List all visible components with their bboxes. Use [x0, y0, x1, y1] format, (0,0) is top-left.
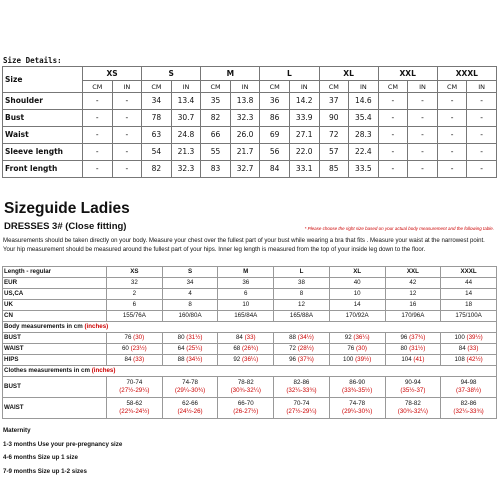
inch-value: (33): [133, 356, 145, 363]
table-cell: 6: [218, 289, 274, 300]
section-title: Clothes measurements in cm: [4, 367, 92, 374]
table-row: [3, 161, 497, 178]
table-cell: 170/96A: [385, 311, 441, 322]
cm-value: 66-70: [237, 400, 254, 407]
table-cell: 10: [218, 300, 274, 311]
table-cell: [162, 344, 218, 355]
cm-value: 92: [344, 334, 352, 341]
inch-value: (29¼-30¾): [174, 387, 206, 394]
table-cell: [274, 344, 330, 355]
table-cell: 83: [201, 161, 231, 178]
table-cell: -: [83, 161, 113, 178]
cm-value: 96: [289, 356, 296, 363]
inch-value: (24½-26): [177, 408, 203, 415]
table-cell: -: [408, 93, 438, 110]
table-row: [3, 278, 497, 289]
inch-value: (32¼-33¾): [453, 408, 484, 415]
table-cell: 33.1: [289, 161, 319, 178]
table-cell: [162, 355, 218, 366]
table-row: [3, 93, 497, 110]
cm-value: 92: [233, 356, 241, 363]
table-cell: [441, 333, 497, 344]
table-cell: 12: [385, 289, 441, 300]
inch-value: (30¾-32¼): [230, 387, 261, 394]
table-cell: -: [83, 144, 113, 161]
table-cell: 57: [319, 144, 349, 161]
table-cell: [385, 398, 441, 419]
inch-value: (35½-37): [400, 387, 426, 394]
table-cell: 170/92A: [329, 311, 385, 322]
table-cell: 10: [329, 289, 385, 300]
cm-value: 100: [343, 356, 354, 363]
table-cell: 36: [218, 278, 274, 289]
size-header: L: [274, 267, 330, 278]
cm-value: 60: [121, 345, 129, 352]
table-row: [3, 398, 497, 419]
inch-value: (27½-29¼): [119, 387, 150, 394]
table-cell: 26.0: [230, 127, 260, 144]
table-cell: -: [467, 161, 497, 178]
row-label: CN: [3, 311, 107, 322]
table-cell: -: [112, 110, 142, 127]
inch-value: (37-38½): [456, 387, 482, 394]
cm-value: 78-82: [404, 400, 421, 407]
cm-value: 84: [124, 356, 132, 363]
cm-value: 94-98: [460, 379, 477, 386]
cm-value: 100: [454, 334, 465, 341]
table-cell: 86: [260, 110, 290, 127]
table-cell: [107, 355, 163, 366]
row-label: Shoulder: [3, 93, 83, 110]
maternity-line: 7-9 months Size up 1-2 sizes: [3, 467, 87, 475]
cm-value: 58-62: [126, 400, 143, 407]
cm-value: 62-66: [182, 400, 198, 407]
table-cell: 82: [142, 161, 172, 178]
size-l: L: [260, 67, 319, 81]
inch-value: (30): [355, 345, 367, 352]
table-cell: [107, 344, 163, 355]
inch-value: (30¾-32¼): [397, 408, 428, 415]
row-label: HIPS: [3, 355, 107, 366]
table-cell: 4: [162, 289, 218, 300]
table-cell: 21.7: [230, 144, 260, 161]
table-cell: -: [437, 144, 467, 161]
row-label: Sleeve length: [3, 144, 83, 161]
row-label: BUST: [3, 333, 107, 344]
table-cell: -: [467, 110, 497, 127]
inch-value: (23½): [130, 345, 147, 352]
maternity-line: 1-3 months Use your pre-pregnancy size: [3, 440, 123, 448]
table-cell: 18: [441, 300, 497, 311]
table-cell: [441, 355, 497, 366]
body-measurements-header-label: [3, 322, 497, 333]
table-cell: -: [378, 127, 408, 144]
table-cell: 14.6: [349, 93, 379, 110]
table-cell: [441, 377, 497, 398]
table-cell: [329, 377, 385, 398]
sizeguide-header-row: [3, 267, 497, 278]
section-unit: (inches): [91, 367, 116, 374]
inch-value: (34½): [297, 334, 314, 341]
table-cell: [329, 355, 385, 366]
table-cell: 21.3: [171, 144, 201, 161]
size-xxxl: XXXL: [437, 67, 496, 81]
measurement-description: Measurements should be taken directly on your body. Measure your chest over the fullest part of your bust while wearing a bra that fits . Measure your waist at the narrowest point. Your hip measurement should be measured around the fullest part of your hips. Inner leg length is measured from the top of your inside leg down to the floor.: [3, 237, 485, 253]
table-cell: -: [408, 127, 438, 144]
inch-value: (26¾): [241, 345, 259, 352]
table-cell: 78: [142, 110, 172, 127]
clothes-measurements-header-label: [3, 366, 497, 377]
cm-value: 82-86: [293, 379, 310, 386]
unit-cell: IN: [112, 81, 142, 93]
table-cell: -: [437, 110, 467, 127]
table-cell: 56: [260, 144, 290, 161]
table-cell: 16: [385, 300, 441, 311]
row-label: BUST: [3, 377, 107, 398]
inch-value: (33): [467, 345, 479, 352]
inch-value: (27½-29¼): [286, 408, 317, 415]
size-details-label: Size Details:: [3, 56, 62, 65]
table-cell: 32.3: [171, 161, 201, 178]
unit-cell: CM: [142, 81, 172, 93]
cm-value: 72: [289, 345, 296, 352]
table-cell: [218, 377, 274, 398]
table-cell: 2: [107, 289, 163, 300]
inch-value: (33¾-35½): [342, 387, 373, 394]
size-header: S: [162, 267, 218, 278]
table-cell: [441, 398, 497, 419]
clothes-measurements-header: [3, 366, 497, 377]
size-xxl: XXL: [378, 67, 437, 81]
size-header-row: [3, 67, 497, 81]
size-m: M: [201, 67, 260, 81]
inch-value: (30): [133, 334, 145, 341]
table-cell: [329, 333, 385, 344]
table-cell: 55: [201, 144, 231, 161]
table-cell: 85: [319, 161, 349, 178]
table-cell: 165/88A: [274, 311, 330, 322]
inch-value: (39½): [466, 334, 483, 341]
inch-value: (37¾): [409, 334, 426, 341]
inch-value: (42½): [466, 356, 483, 363]
cm-value: 88: [289, 334, 296, 341]
table-cell: -: [408, 110, 438, 127]
unit-cell: CM: [260, 81, 290, 93]
table-cell: 35.4: [349, 110, 379, 127]
table-row: [3, 355, 497, 366]
table-cell: [218, 344, 274, 355]
table-cell: 66: [201, 127, 231, 144]
unit-cell: CM: [319, 81, 349, 93]
table-row: [3, 127, 497, 144]
cm-value: 74-78: [182, 379, 198, 386]
cm-value: 104: [401, 356, 412, 363]
inch-value: (33): [244, 334, 256, 341]
size-note: * Please choose the right size based on your actual body measurement and the following table.: [304, 226, 494, 231]
cm-value: 80: [400, 345, 408, 352]
table-cell: 13.4: [171, 93, 201, 110]
table-cell: 82: [201, 110, 231, 127]
row-label: Front length: [3, 161, 83, 178]
table-cell: 160/80A: [162, 311, 218, 322]
inch-value: (39½): [355, 356, 372, 363]
table-cell: -: [378, 144, 408, 161]
cm-value: 70-74: [126, 379, 143, 386]
table-cell: [218, 355, 274, 366]
table-cell: [218, 398, 274, 419]
size-corner: Size: [3, 67, 83, 93]
table-row: [3, 300, 497, 311]
table-cell: [107, 333, 163, 344]
unit-cell: IN: [467, 81, 497, 93]
table-row: [3, 311, 497, 322]
cm-value: 76: [347, 345, 355, 352]
table-cell: 44: [441, 278, 497, 289]
cm-value: 84: [235, 334, 243, 341]
table-cell: -: [83, 110, 113, 127]
unit-cell: CM: [201, 81, 231, 93]
table-cell: 13.8: [230, 93, 260, 110]
header-label: Length - regular: [3, 267, 107, 278]
table-cell: [162, 333, 218, 344]
table-cell: 34: [162, 278, 218, 289]
table-cell: [385, 333, 441, 344]
sizeguide-table: [2, 266, 497, 419]
table-cell: -: [112, 144, 142, 161]
table-cell: 42: [385, 278, 441, 289]
size-header: M: [218, 267, 274, 278]
table-row: [3, 110, 497, 127]
size-header: XXXL: [441, 267, 497, 278]
cm-value: 74-78: [349, 400, 366, 407]
inch-value: (29¼-30¾): [342, 408, 373, 415]
table-cell: 32: [107, 278, 163, 289]
table-cell: -: [112, 93, 142, 110]
table-cell: 8: [274, 289, 330, 300]
row-label: EUR: [3, 278, 107, 289]
size-header: XL: [329, 267, 385, 278]
table-cell: -: [378, 161, 408, 178]
table-cell: 34: [142, 93, 172, 110]
table-cell: 32.3: [230, 110, 260, 127]
table-cell: -: [112, 127, 142, 144]
table-cell: 24.8: [171, 127, 201, 144]
table-cell: 38: [274, 278, 330, 289]
row-label: UK: [3, 300, 107, 311]
table-cell: 40: [329, 278, 385, 289]
table-cell: -: [467, 144, 497, 161]
table-cell: [385, 344, 441, 355]
size-header: XS: [107, 267, 163, 278]
table-cell: 12: [274, 300, 330, 311]
table-cell: 27.1: [289, 127, 319, 144]
table-cell: 155/76A: [107, 311, 163, 322]
table-cell: -: [378, 93, 408, 110]
table-cell: -: [378, 110, 408, 127]
table-cell: -: [467, 127, 497, 144]
unit-cell: IN: [408, 81, 438, 93]
table-cell: [218, 333, 274, 344]
size-header: XXL: [385, 267, 441, 278]
table-cell: 35: [201, 93, 231, 110]
table-cell: 37: [319, 93, 349, 110]
row-label: US,CA: [3, 289, 107, 300]
cm-value: 76: [124, 334, 132, 341]
table-row: [3, 344, 497, 355]
table-cell: [385, 377, 441, 398]
row-label: Bust: [3, 110, 83, 127]
inch-value: (28½): [297, 345, 314, 352]
cm-value: 108: [454, 356, 465, 363]
cm-value: 82-86: [460, 400, 477, 407]
table-cell: 175/100A: [441, 311, 497, 322]
row-label: WAIST: [3, 398, 107, 419]
table-cell: -: [437, 93, 467, 110]
maternity-line: 4-6 months Size up 1 size: [3, 454, 78, 461]
cm-value: 78-82: [237, 379, 254, 386]
cm-value: 80: [177, 334, 185, 341]
table-cell: [274, 398, 330, 419]
section-unit: (inches): [84, 323, 109, 330]
unit-cell: CM: [378, 81, 408, 93]
size-xl: XL: [319, 67, 378, 81]
table-row: [3, 289, 497, 300]
table-cell: [274, 355, 330, 366]
table-cell: 33.9: [289, 110, 319, 127]
table-cell: [274, 377, 330, 398]
cm-value: 70-74: [293, 400, 310, 407]
inch-value: (31½): [186, 334, 203, 341]
table-cell: [107, 398, 163, 419]
inch-value: (36¼): [353, 334, 370, 341]
size-xs: XS: [83, 67, 142, 81]
table-cell: [274, 333, 330, 344]
table-cell: 36: [260, 93, 290, 110]
unit-cell: IN: [171, 81, 201, 93]
table-cell: 28.3: [349, 127, 379, 144]
cm-value: 86-90: [349, 379, 366, 386]
table-cell: [162, 377, 218, 398]
unit-cell: IN: [230, 81, 260, 93]
table-cell: -: [467, 93, 497, 110]
table-cell: 63: [142, 127, 172, 144]
table-cell: -: [437, 161, 467, 178]
size-details-table: [2, 66, 497, 178]
table-cell: 54: [142, 144, 172, 161]
row-label: WAIST: [3, 344, 107, 355]
table-cell: [441, 344, 497, 355]
table-cell: 22.0: [289, 144, 319, 161]
inch-value: (37¾): [297, 356, 314, 363]
cm-value: 90-94: [404, 379, 421, 386]
table-cell: -: [83, 127, 113, 144]
table-cell: 30.7: [171, 110, 201, 127]
unit-cell: IN: [349, 81, 379, 93]
unit-cell: IN: [289, 81, 319, 93]
table-cell: [329, 344, 385, 355]
size-s: S: [142, 67, 201, 81]
table-cell: 165/84A: [218, 311, 274, 322]
table-cell: [329, 398, 385, 419]
table-cell: 22.4: [349, 144, 379, 161]
inch-value: (32¼-33¾): [286, 387, 317, 394]
table-cell: 84: [260, 161, 290, 178]
table-cell: -: [83, 93, 113, 110]
table-cell: -: [112, 161, 142, 178]
body-measurements-header: [3, 322, 497, 333]
inch-value: (31½): [409, 345, 426, 352]
table-cell: -: [408, 161, 438, 178]
page-title: Sizeguide Ladies: [4, 200, 130, 217]
section-title: Body measurements in cm: [4, 323, 85, 330]
cm-value: 96: [400, 334, 408, 341]
cm-value: 88: [177, 356, 185, 363]
table-cell: [107, 377, 163, 398]
row-label: Waist: [3, 127, 83, 144]
inch-value: (26-27½): [233, 408, 259, 415]
table-row: [3, 144, 497, 161]
table-cell: 72: [319, 127, 349, 144]
unit-cell: CM: [83, 81, 113, 93]
unit-cell: CM: [437, 81, 467, 93]
inch-value: (41): [413, 356, 425, 363]
cm-value: 64: [177, 345, 185, 352]
cm-value: 68: [233, 345, 241, 352]
table-cell: 69: [260, 127, 290, 144]
table-cell: -: [437, 127, 467, 144]
table-cell: 8: [162, 300, 218, 311]
inch-value: (22¾-24½): [119, 408, 150, 415]
table-row: [3, 377, 497, 398]
table-cell: 14: [329, 300, 385, 311]
table-cell: 32.7: [230, 161, 260, 178]
table-cell: 14: [441, 289, 497, 300]
inch-value: (25¼): [186, 345, 203, 352]
maternity-section: [3, 424, 122, 478]
table-cell: -: [408, 144, 438, 161]
table-cell: [385, 355, 441, 366]
table-row: [3, 333, 497, 344]
table-cell: [162, 398, 218, 419]
inch-value: (34½): [186, 356, 203, 363]
table-cell: 6: [107, 300, 163, 311]
maternity-title: Maternity: [3, 427, 31, 434]
table-cell: 33.5: [349, 161, 379, 178]
inch-value: (36¼): [241, 356, 259, 363]
cm-value: 84: [458, 345, 466, 352]
table-cell: 14.2: [289, 93, 319, 110]
page-subtitle: DRESSES 3# (Close fitting): [4, 221, 127, 232]
table-cell: 90: [319, 110, 349, 127]
